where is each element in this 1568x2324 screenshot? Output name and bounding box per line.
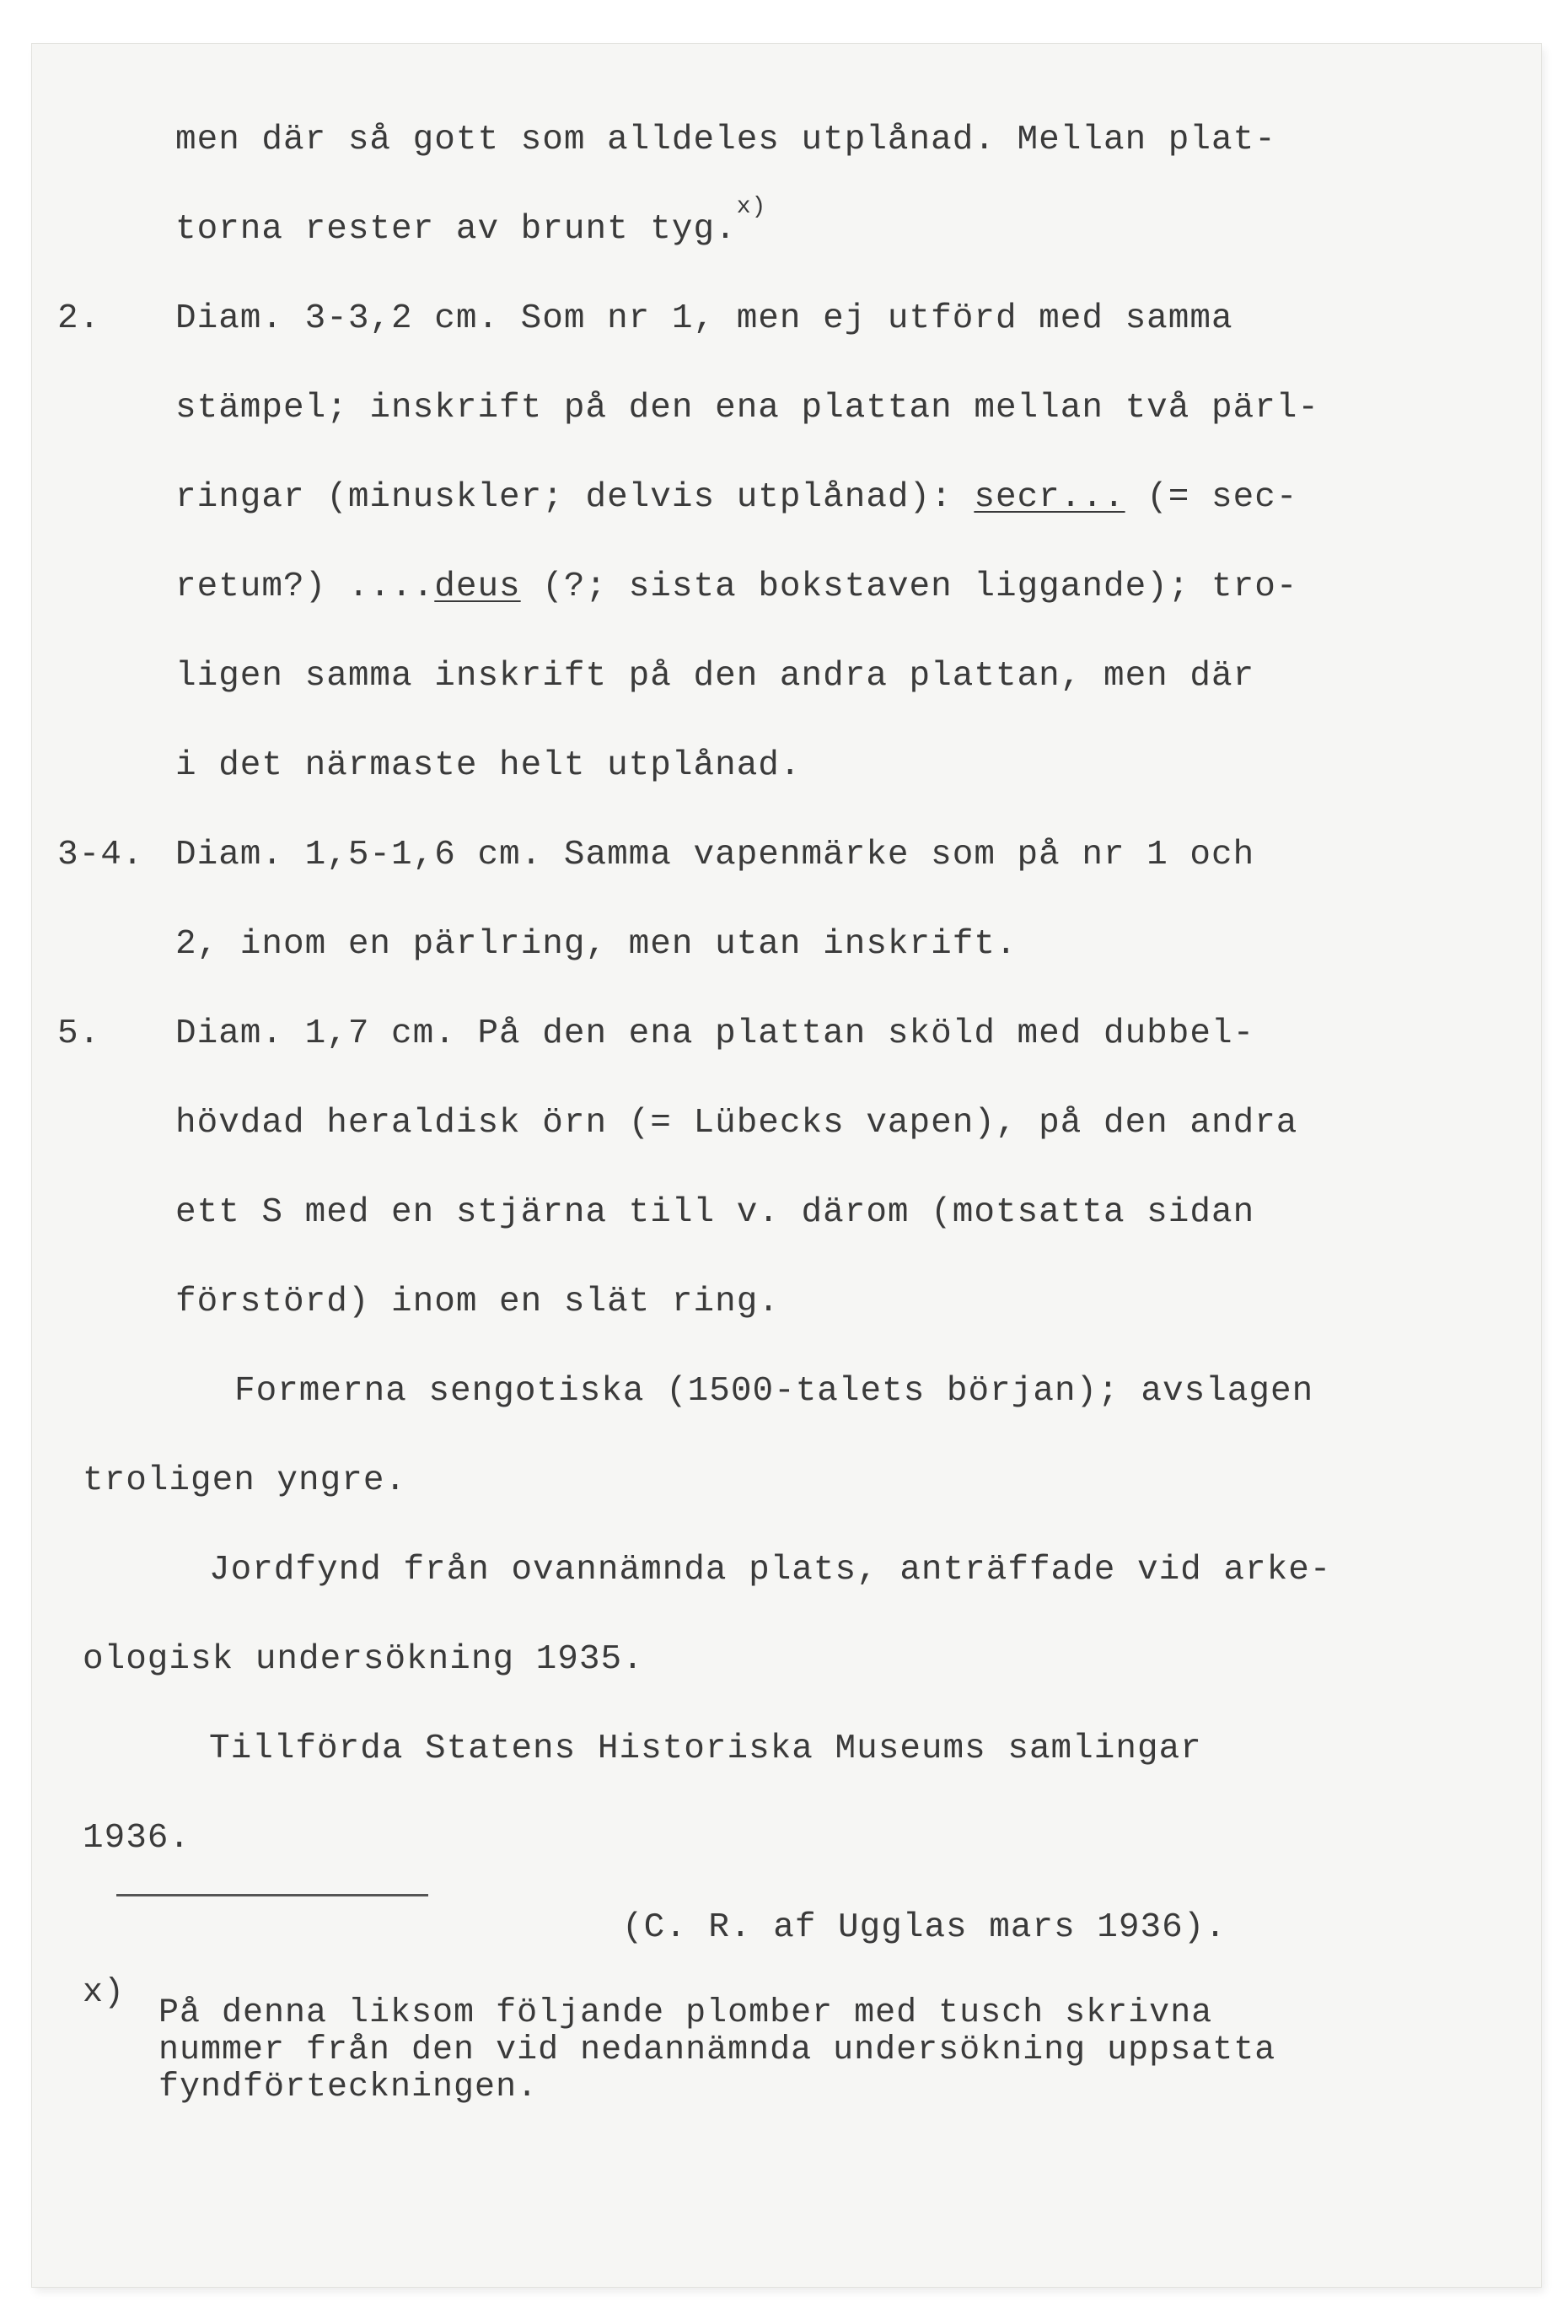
text-line: troligen yngre. bbox=[83, 1461, 407, 1500]
text-line: hövdad heraldisk örn (= Lübecks vapen), på den andra bbox=[175, 1104, 1298, 1143]
footnote-line: nummer från den vid nedannämnda undersökning uppsatta bbox=[158, 2031, 1276, 2069]
item-number: 5. bbox=[57, 1014, 101, 1053]
text-line: Diam. 1,7 cm. På den ena plattan sköld med dubbel- bbox=[175, 1014, 1255, 1053]
underlined-word: secr... bbox=[974, 478, 1125, 517]
text-line: Diam. 3-3,2 cm. Som nr 1, men ej utförd med samma bbox=[175, 299, 1233, 338]
document-sheet bbox=[32, 44, 1541, 2287]
text-line: stämpel; inskrift på den ena plattan mellan två pärl- bbox=[175, 389, 1320, 428]
text-line bbox=[175, 567, 1297, 607]
text-line: förstörd) inom en slät ring. bbox=[175, 1283, 780, 1321]
item-number: 2. bbox=[57, 299, 101, 338]
footnote-line: På denna liksom följande plomber med tusch skrivna bbox=[158, 1994, 1213, 2032]
text-line: i det närmaste helt utplånad. bbox=[175, 746, 802, 785]
footnote-line: fyndförteckningen. bbox=[158, 2068, 539, 2106]
underlined-word: deus bbox=[434, 568, 521, 606]
text-segment: (?; sista bokstaven liggande); tro- bbox=[542, 568, 1298, 606]
text-line bbox=[175, 477, 1297, 518]
text-line bbox=[175, 194, 767, 253]
text-line: 1936. bbox=[83, 1819, 191, 1858]
signature-line: (C. R. af Ugglas mars 1936). bbox=[622, 1908, 1227, 1947]
text-segment: retum?) .... bbox=[175, 568, 435, 606]
footnote-reference: x) bbox=[736, 194, 767, 220]
text-line: men där så gott som alldeles utplånad. Mellan plat- bbox=[175, 121, 1276, 159]
text-line: Diam. 1,5-1,6 cm. Samma vapenmärke som på nr 1 och bbox=[175, 836, 1255, 874]
text-line: ologisk undersökning 1935. bbox=[83, 1640, 644, 1679]
text-line: Formerna sengotiska (1500-talets början); avslagen bbox=[234, 1372, 1314, 1411]
text-segment: ringar (minuskler; delvis utplånad): bbox=[175, 478, 953, 517]
text-line: 2, inom en pärlring, men utan inskrift. bbox=[175, 925, 1018, 964]
text-line: ligen samma inskrift på den andra plattan, men där bbox=[175, 657, 1255, 696]
item-number: 3-4. bbox=[57, 836, 144, 874]
text-line: ett S med en stjärna till v. därom (motsatta sidan bbox=[175, 1193, 1255, 1232]
text-line: Jordfynd från ovannämnda plats, anträffade vid arke- bbox=[209, 1551, 1332, 1590]
text-segment: (= sec- bbox=[1146, 478, 1298, 517]
text-line: Tillförda Statens Historiska Museums samlingar bbox=[209, 1730, 1202, 1768]
text-segment: torna rester av brunt tyg. bbox=[175, 210, 737, 249]
footnote-divider bbox=[116, 1894, 428, 1896]
footnote-marker: x) bbox=[83, 1974, 126, 2012]
